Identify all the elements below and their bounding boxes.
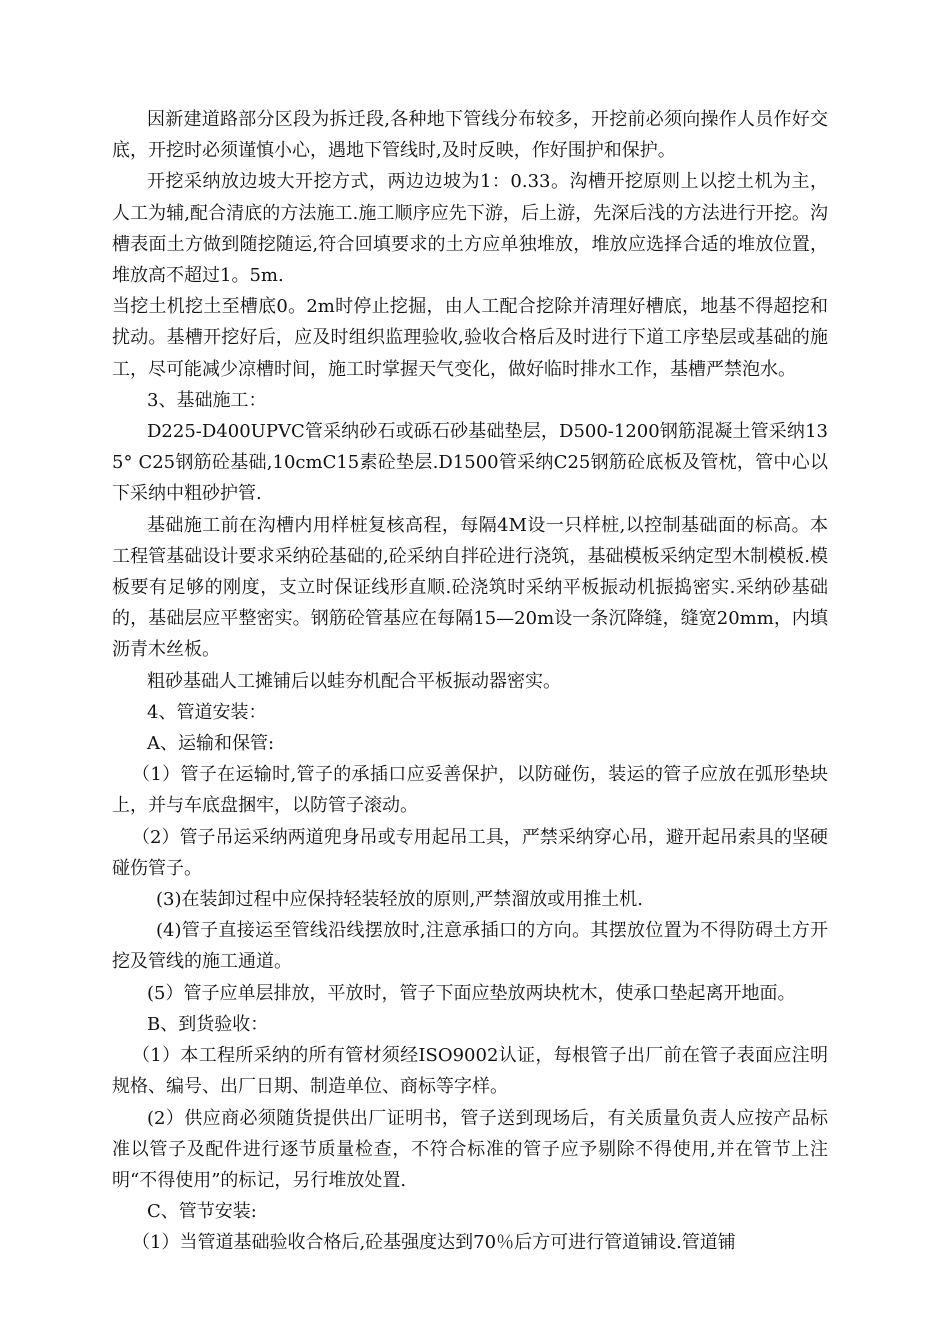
subheading-transport-storage: A、运输和保管: [147, 733, 275, 755]
list-item-transport-1: （1）管子在运输时,管子的承插口应妥善保护，以防碰伤，装运的管子应放在弧形垫块上，并与车底盘捆牢，以防管子滚动。 [112, 764, 828, 817]
paragraph-excavation-notice: 因新建道路部分区段为拆迁段,各种地下管线分布较多，开挖前必须向操作人员作好交底，开挖时必须谨慎小心，遇地下管线时,及时反映，作好围护和保护。 [112, 109, 828, 162]
list-item-inspection-1: （1）本工程所采纳的所有管材须经ISO9002认证，每根管子出厂前在管子表面应注明规格、编号、出厂日期、制造单位、商标等字样。 [112, 1045, 828, 1098]
paragraph-excavation-method: 开挖采纳放边坡大开挖方式，两边边坡为1：0.33。沟槽开挖原则上以挖土机为主，人工为辅,配合清底的方法施工.施工顺序应先下游，后上游，先深后浅的方法进行开挖。沟槽表面土方做到随挖随运,符合回填要求的土方应单独堆放，堆放应选择合适的堆放位置，堆放高不超过1。5m. [112, 171, 828, 287]
paragraph-foundation-types: D225-D400UPVC管采纳砂石或砾石砂基础垫层，D500-1200钢筋混凝土管采纳135° C25钢筋砼基础,10cmC15素砼垫层.D1500管采纳C25钢筋砼底板及管枕，管中心以下采纳中粗砂护管. [112, 421, 828, 505]
subheading-delivery-inspection: B、到货验收： [147, 1013, 269, 1035]
subheading-pipe-section-installation: C、管节安装: [147, 1201, 257, 1223]
list-item-transport-5: (5）管子应单层排放，平放时，管子下面应垫放两块枕木，使承口垫起离开地面。 [147, 982, 796, 1004]
list-item-transport-3: (3)在装卸过程中应保持轻装轻放的原则,严禁溜放或用推土机. [156, 889, 643, 911]
list-item-installation-1: （1）当管道基础验收合格后,砼基强度达到70％后方可进行管道铺设.管道铺 [132, 1232, 736, 1254]
list-item-transport-4: (4)管子直接运至管线沿线摆放时,注意承插口的方向。其摆放位置为不得防碍土方开挖及管线的施工通道。 [112, 920, 828, 973]
paragraph-sand-foundation: 粗砂基础人工摊铺后以蛙夯机配合平板振动器密实。 [147, 670, 561, 692]
document-body [112, 104, 828, 1259]
section-heading-foundation: 3、基础施工： [147, 389, 267, 411]
section-heading-pipe-installation: 4、管道安装： [147, 701, 267, 723]
list-item-transport-2: （2）管子吊运采纳两道兜身吊或专用起吊工具，严禁采纳穿心吊，避开起吊索具的坚硬碰伤管子。 [112, 826, 828, 879]
paragraph-trench-bottom: 当挖土机挖土至槽底0。2m时停止挖掘，由人工配合挖除并清理好槽底，地基不得超挖和扰动。基槽开挖好后，应及时组织监理验收,验收合格后及时进行下道工序垫层或基础的施工，尽可能减少凉槽时间，施工时掌握天气变化，做好临时排水工作，基槽严禁泡水。 [112, 296, 828, 380]
list-item-inspection-2: (2）供应商必须随货提供出厂证明书，管子送到现场后，有关质量负责人应按产品标准以管子及配件进行逐节质量检查，不符合标准的管子应予剔除不得使用,并在管节上注明“不得使用”的标记，另行堆放处置. [112, 1107, 828, 1191]
paragraph-foundation-construction: 基础施工前在沟槽内用样桩复核高程，每隔4M设一只样桩,以控制基础面的标高。本工程管基础设计要求采纳砼基础的,砼采纳自拌砼进行浇筑，基础模板采纳定型木制模板.模板要有足够的刚度，支立时保证线形直顺.砼浇筑时采纳平板振动机振捣密实.采纳砂基础的，基础层应平整密实。钢筋砼管基应在每隔15—20m设一条沉降缝，缝宽20mm，内填沥青木丝板。 [112, 514, 828, 661]
